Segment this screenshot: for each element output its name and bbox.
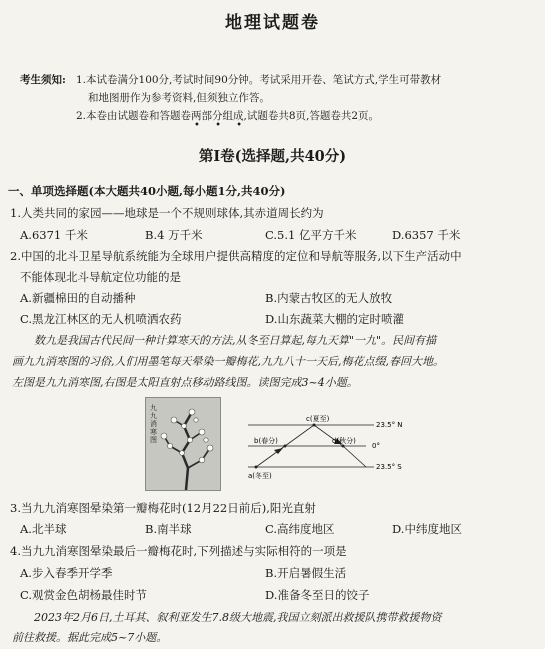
q4-option-b: B.开启暑假生活 [265,566,347,580]
q3-option-a: A.北半球 [20,522,67,536]
section-title: 第Ⅰ卷(选择题,共40分) [198,148,347,165]
q3-option-b: B.南半球 [145,522,192,536]
q1-option-d: D.6357 千米 [392,228,461,242]
label-equator: 0° [372,442,380,450]
passage1-line-1: 数九是我国古代民间一种计算寒天的方法,从冬至日算起,每九天算"一九"。民间有描 [34,334,437,347]
plum-blossom-image [145,397,221,491]
passage2-line-1: 2023年2月6日,土耳其、叙利亚发生7.8级大地震,我国立刻派出救援队携带救援物资 [34,611,442,624]
passage2-line-2: 前往救援。据此完成5~7小题。 [12,631,168,644]
notice-line-2: 和地图册作为参考资料,但须独立作答。 [88,92,270,104]
label-c: c(夏至) [306,415,330,423]
q3-option-c: C.高纬度地区 [265,522,335,536]
label-a: a(冬至) [248,472,272,480]
q2-option-d: D.山东蔬菜大棚的定时喷灌 [265,312,404,326]
passage1-line-2: 画九九消寒图的习俗,人们用墨笔每天晕染一瓣梅花,九九八十一天后,梅花点缀,春回大地。 [12,355,444,368]
passage1-line-3: 左图是九九消寒图,右图是太阳直射点移动路线图。读图完成3~4小题。 [12,376,358,389]
label-south-lat: 23.5° S [376,463,402,471]
q4-option-a: A.步入春季开学季 [20,566,113,580]
q4-option-d: D.准备冬至日的饺子 [265,588,370,602]
notice-label: 考生须知: [20,74,66,86]
q1-option-c: C.5.1 亿平方千米 [265,228,357,242]
q1-option-a: A.6371 千米 [20,228,88,242]
emphasis-dots: • • • [194,120,249,131]
q4-option-c: C.观赏金色胡杨最佳时节 [20,588,148,602]
page-title: 地理试题卷 [225,13,320,33]
notice-line-1: 1.本试卷满分100分,考试时间90分钟。考试采用开卷、笔试方式,学生可带教材 [76,74,442,86]
q4-stem: 4.当九九消寒图晕染最后一瓣梅花时,下列描述与实际相符的一项是 [10,544,347,558]
q1-option-b: B.4 万千米 [145,228,203,242]
label-north-lat: 23.5° N [376,421,403,429]
label-d: d(秋分) [332,437,356,445]
sun-path-diagram [248,412,408,484]
q3-option-d: D.中纬度地区 [392,522,462,536]
q2-option-a: A.新疆棉田的自动播种 [20,291,136,305]
part1-heading: 一、单项选择题(本大题共40小题,每小题1分,共40分) [8,184,286,198]
q2-option-b: B.内蒙古牧区的无人放牧 [265,291,393,305]
plum-caption: 九九消寒图 [150,404,157,444]
q2-stem-1: 2.中国的北斗卫星导航系统能为全球用户提供高精度的定位和导航等服务,以下生产活动中 [10,249,462,263]
q1-stem: 1.人类共同的家园——地球是一个不规则球体,其赤道周长约为 [10,206,324,220]
q2-stem-2: 不能体现北斗导航定位功能的是 [20,270,181,284]
plum-branch-icon [146,398,220,490]
notice-line-3: 2.本卷由试题卷和答题卷两部分组成,试题卷共8页,答题卷共2页。 [76,110,380,122]
q3-stem: 3.当九九消寒图晕染第一瓣梅花时(12月22日前后),阳光直射 [10,501,316,515]
q2-option-c: C.黑龙江林区的无人机喷洒农药 [20,312,182,326]
label-b: b(春分) [254,437,278,445]
